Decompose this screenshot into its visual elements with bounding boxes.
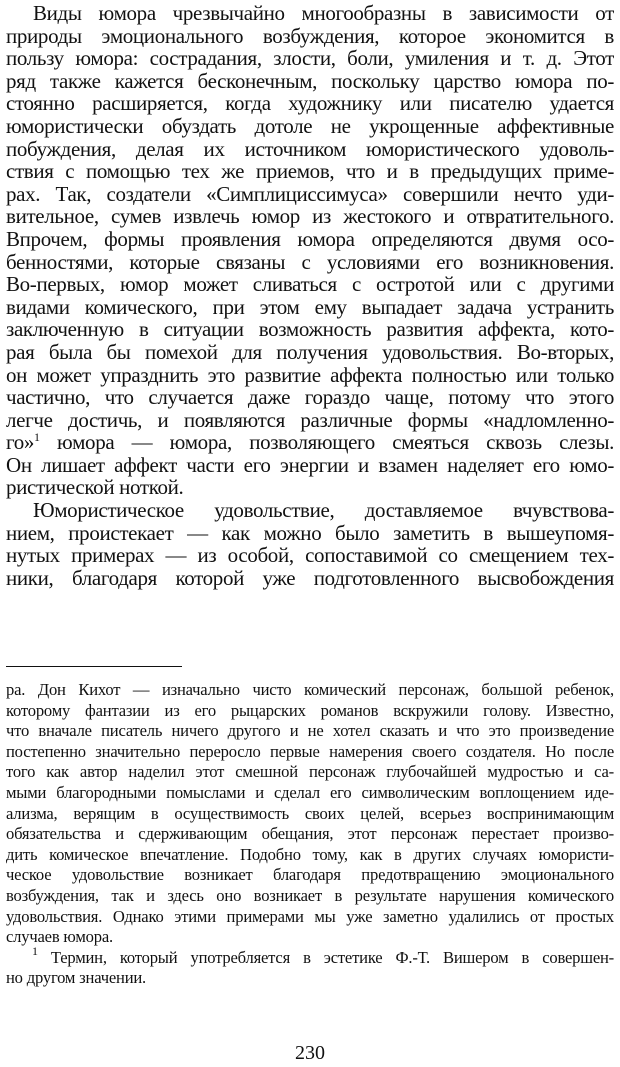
footnote-reference[interactable]: 1 — [34, 430, 40, 445]
text-line: бенностями, которые связаны с условиями его возникновения. — [6, 249, 614, 274]
text-line: природы эмоционального возбуждения, которое экономится в — [6, 23, 614, 48]
text-fragment: го» — [6, 430, 35, 455]
text-line: Во-первых, юмор может сливаться с остротой или с другими — [6, 272, 614, 297]
text-line: побуждения, делая их источником юмористического удоволь- — [6, 136, 614, 161]
text-line: частично, что случается даже гораздо чаще, потому что этого — [6, 385, 614, 410]
footnote-line: возбуждения, так и здесь оно возникает в результате нарушения комического — [6, 885, 614, 905]
footnote-line: того как автор наделил этот смешной персонаж глубочайшей мудростью и са- — [6, 762, 614, 782]
footnote-line: дить комическое впечатление. Подобно тому, как в других случаях юмористи- — [6, 844, 614, 864]
footnote-line: что вначале писатель ничего другого и не хотел сказать и что это произведение — [6, 721, 614, 741]
footnote-separator — [6, 666, 182, 667]
text-line: Он лишает аффект части его энергии и взамен наделяет его юмо- — [6, 452, 614, 477]
text-line: Юмористическое удовольствие, доставляемое вчувствова- — [33, 498, 614, 523]
footnote-line: которому фантазии из его рыцарских романов вскружили голову. Известно, — [6, 700, 614, 720]
text-line: он может упразднить это развитие аффекта полностью или только — [6, 362, 614, 387]
text-fragment: юмора — юмора, позволяющего смеяться сквозь слезы. — [39, 430, 614, 455]
footnotes — [6, 680, 614, 989]
text-line: нием, проистекает — как можно было заметить в вышеупомя- — [6, 520, 614, 545]
footnote-line: удовольствия. Однако этими примерами мы уже заметно удалились от простых — [6, 906, 614, 926]
text-line-with-footnote-ref — [6, 431, 614, 454]
footnote-line: случаев юмора. — [6, 927, 113, 947]
text-line: видами комического, при этом ему выпадает задача устранить — [6, 294, 614, 319]
text-line: рая была бы помехой для получения удовольствия. Во-вторых, — [6, 339, 614, 364]
footnote-line: ческое удовольствие возникает благодаря предотвращению эмоционального — [6, 865, 614, 885]
page-number: 230 — [295, 1042, 325, 1064]
footnote-number: 1 — [32, 943, 38, 958]
footnote-line: постепенно значительно переросло первые намерения своего создателя. Но после — [6, 741, 614, 761]
text-line: заключенную в ситуации возможность развития аффекта, кото- — [6, 317, 614, 342]
text-line: ряд также кажется бесконечным, поскольку царство юмора по- — [6, 68, 614, 93]
main-text — [6, 2, 614, 589]
footnote-text: Термин, который употребляется в эстетике Ф.-Т. Вишером в совершен- — [50, 947, 615, 967]
text-line: ристической ноткой. — [6, 475, 184, 500]
text-line: юмористически обуздать дотоле не укрощенные аффективные — [6, 113, 614, 138]
footnote-line: обязательства и сдерживающим обещания, этот персонаж перестает произво- — [6, 824, 614, 844]
text-line: легче достичь, и появляются различные формы «надломленно- — [6, 407, 614, 432]
text-line: стоянно расширяется, когда художнику или писателю удается — [6, 91, 614, 116]
text-line: рах. Так, создатели «Симплициссимуса» совершили нечто уди- — [6, 181, 614, 206]
text-line: ники, благодаря которой уже подготовленного высвобождения — [6, 565, 614, 590]
footnote-line: ра. Дон Кихот — изначально чисто комический персонаж, большой ребенок, — [6, 680, 614, 699]
footnote-line: но другом значении. — [6, 968, 147, 988]
text-line: нутых примерах — из особой, сопоставимой со смещением тех- — [6, 543, 614, 568]
text-line: ствия с помощью тех же приемов, что и в предыдущих приме- — [6, 159, 614, 184]
footnote-line: мыми благородными помыслами и сделал его символическим воплощением иде- — [6, 782, 614, 802]
footnote-line: ализма, верящим в осуществимость своих целей, всерьез воспринимающим — [6, 803, 614, 823]
text-line: вительное, сумев извлечь юмор из жестокого и отвратительного. — [6, 204, 614, 229]
text-line: Впрочем, формы проявления юмора определяются двумя осо- — [6, 226, 614, 251]
text-line: Виды юмора чрезвычайно многообразны в зависимости от — [33, 1, 614, 25]
text-line: пользу юмора: сострадания, злости, боли, умиления и т. д. Этот — [6, 46, 614, 71]
footnote-1 — [6, 943, 615, 969]
